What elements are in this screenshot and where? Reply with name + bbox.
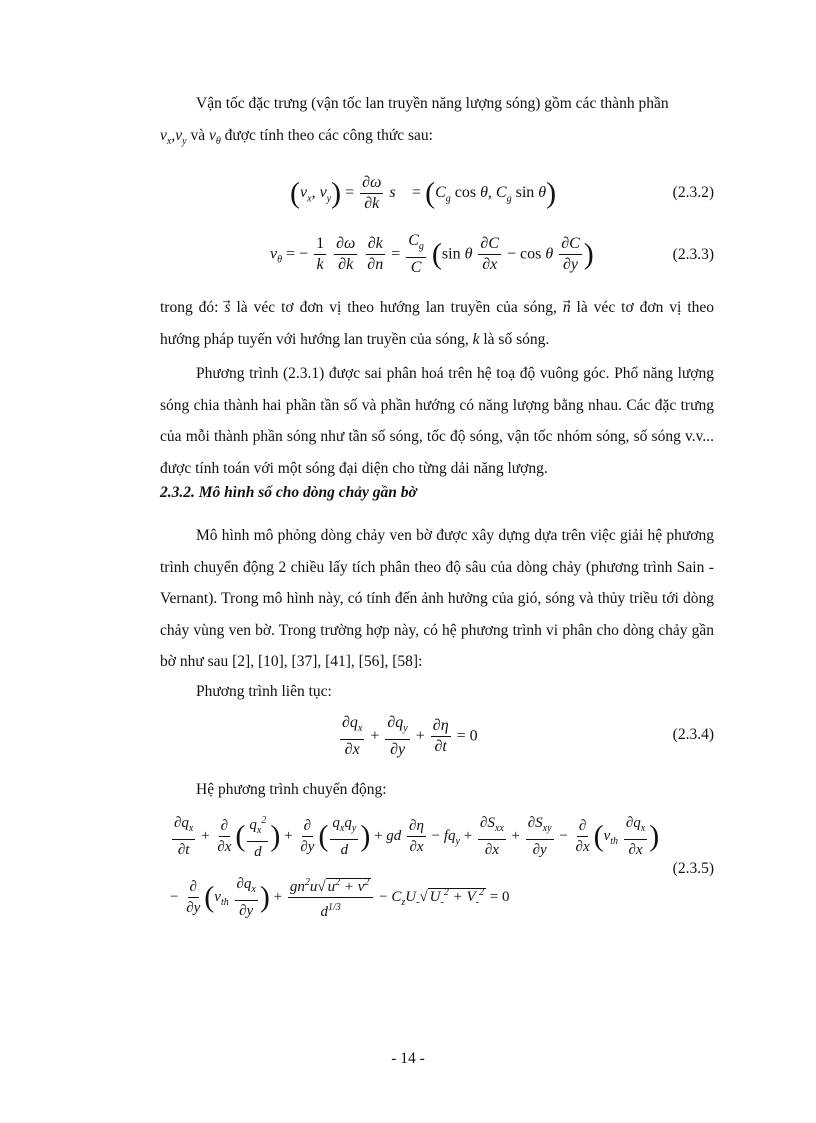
equation-body: $v_\theta$ = − $\frac{1}{k}$ $\frac{\partial\omega}{\partial k}$ $\frac{\partial k}{\partial n}$ = $\frac{C_g}{C}$ (sin θ $\frac{\partial C}{\partial x}$ − cos θ $\frac{\partial C}{\partial y}$ ) — [270, 232, 594, 277]
equation-body: $\frac{\partial q_x}{\partial x}$ + $\frac{\partial q_y}{\partial y}$ + $\frac{\partial\eta}{\partial t}$ = 0 — [342, 714, 478, 759]
paragraph-velocity-intro — [160, 88, 714, 157]
equation-number: (2.3.3) — [672, 246, 714, 263]
paragraph-definitions: trong đó: s⃗ là véc tơ đơn vị theo hướng lan truyền của sóng, n⃗ là véc tơ đơn vị theo hướng pháp tuyến với hướng lan truyền của sóng, k là số sóng. — [160, 299, 715, 348]
paragraph-model-description: Mô hình mô phỏng dòng chảy ven bờ được xây dựng dựa trên việc giải hệ phương trình chuyển động 2 chiều lấy tích phân theo độ sâu của dòng chảy (phương trình Sain - Vernant). Trong mô hình này, có tính đến ảnh hưởng của gió, sóng và thủy triều tới dòng chảy vùng ven bờ. Trong trường hợp này, có hệ phương trình vi phân cho dòng chảy gần bờ như sau [2], [10], [37], [41], [56], [58]: — [160, 527, 714, 670]
equation-number: (2.3.4) — [672, 726, 714, 743]
paragraph-discretization: Phương trình (2.3.1) được sai phân hoá trên hệ toạ độ vuông góc. Phổ năng lượng sóng chia thành hai phần tần số và phần hướng có năng lượng bằng nhau. Các đặc trưng của mỗi thành phần sóng như tần số sóng, tốc độ sóng, vận tốc nhóm sóng, số sóng v.v... được tính toán với một sóng đại diện cho từng dải năng lượng. — [160, 365, 714, 477]
equation-2-3-4 — [160, 712, 714, 764]
equation-2-3-2 — [160, 170, 714, 220]
equation-body: ($v_x$, $v_y$) = $\frac{\partial\omega}{\partial k}$ s⃗ = ($C_g$ cos θ, $C_g$ sin θ) — [290, 174, 557, 212]
equation-2-3-3 — [160, 228, 714, 286]
text-line: được tính theo các công thức sau: — [224, 126, 433, 144]
equation-2-3-5 — [160, 812, 714, 932]
symbol-s: s — [224, 299, 231, 316]
symbol-n: n — [562, 299, 571, 316]
text-line: Vận tốc đặc trưng (vận tốc lan truyền năng lượng sóng) gồm các thành phần — [196, 95, 669, 112]
equation-line-1: $\frac{\partial q_x}{\partial t}$ + $\frac{\partial}{\partial x}$ ( $\frac{q_x^2}{d}$ ) + $\frac{\partial}{\partial y}$ ( $\frac{q_xq_y}{d}$ ) + gd $\frac{\partial\eta}{\partial x}$ − $fq_y$ + $\frac{\partial S_{xx}}{\partial x}$ + $\frac{\partial S_{xy}}{\partial y}$ − $\frac{\partial}{\partial x}$ ($\nu_{th}$ $\frac{\partial q_x}{\partial x}$ ) — [170, 812, 659, 861]
paragraph-continuity-label: Phương trình liên tục: — [196, 683, 332, 700]
symbol-vtheta: $v_\theta$ — [208, 126, 221, 147]
symbol-k: k — [472, 330, 480, 348]
symbol-vx-vy: $v_x,v_y$ — [160, 126, 187, 147]
text-and: và — [190, 126, 206, 144]
equation-number: (2.3.2) — [672, 184, 714, 201]
equation-number: (2.3.5) — [672, 860, 714, 877]
section-heading: 2.3.2. Mô hình số cho dòng chảy gần bờ — [160, 484, 417, 501]
equation-line-2: − $\frac{\partial}{\partial y}$ ($\nu_{th}$ $\frac{\partial q_x}{\partial y}$ ) + $\frac{gn^2u√ u^2 + v^2}{d^{1/3}}$ − $C_zU_-√$ $U_-^2 + V_-^2 = 0$ — [170, 876, 510, 920]
page-number: - 14 - — [391, 1050, 425, 1067]
paragraph-motion-label: Hệ phương trình chuyển động: — [196, 781, 387, 798]
